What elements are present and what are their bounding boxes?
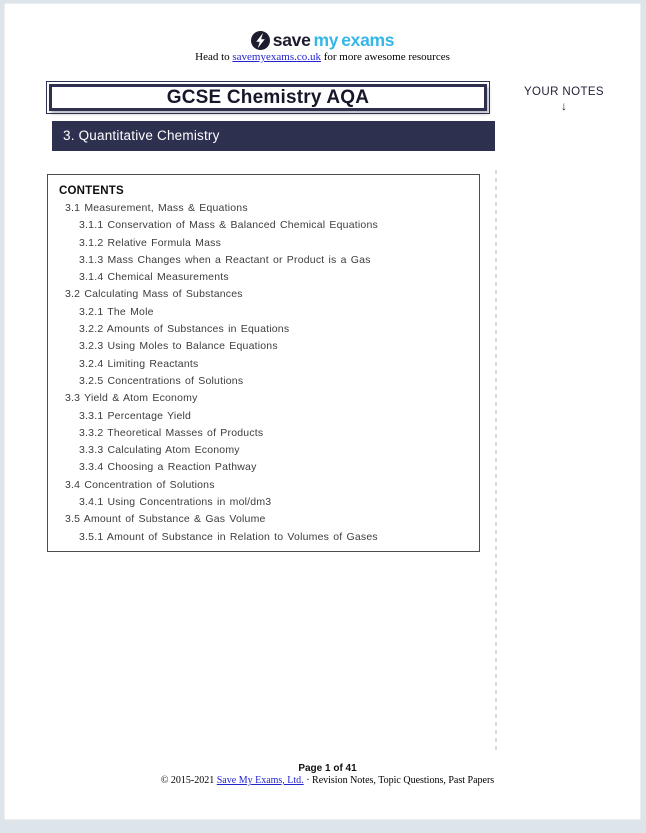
toc-item: 3.1.3 Mass Changes when a Reactant or Product is a Gas [79, 253, 371, 266]
toc-item: 3.2.2 Amounts of Substances in Equations [79, 323, 290, 336]
toc-item: 3.5.1 Amount of Substance in Relation to Volumes of Gases [79, 530, 378, 543]
savemyexams-url-link[interactable]: savemyexams.co.uk [232, 51, 321, 63]
toc-item: 3.4.1 Using Concentrations in mol/dm3 [79, 496, 272, 509]
logo-text-my: my [313, 30, 339, 50]
copyright-line [5, 775, 646, 786]
tagline-prefix: Head to [195, 51, 233, 63]
tagline-suffix: for more awesome resources [320, 51, 450, 63]
lightning-bolt-icon [251, 31, 270, 50]
toc-item: 3.3.3 Calculating Atom Economy [79, 444, 240, 457]
copyright-prefix: © 2015-2021 [160, 775, 217, 786]
toc-item: 3.2.1 The Mole [79, 305, 154, 318]
toc-item: 3.4 Concentration of Solutions [65, 478, 215, 491]
document-page [4, 3, 641, 820]
toc-item: 3.1.1 Conservation of Mass & Balanced Chemical Equations [79, 219, 378, 232]
contents-list [58, 200, 469, 546]
toc-item: 3.2.4 Limiting Reactants [79, 357, 199, 370]
toc-item: 3.1.4 Chemical Measurements [79, 271, 229, 284]
contents-heading: CONTENTS [59, 185, 124, 197]
section-banner: 3. Quantitative Chemistry [52, 121, 495, 151]
your-notes [504, 86, 624, 113]
toc-item: 3.1 Measurement, Mass & Equations [65, 202, 248, 214]
contents-box [47, 174, 480, 552]
toc-item: 3.3.1 Percentage Yield [79, 409, 192, 422]
notes-dashed-divider [495, 170, 497, 752]
toc-item: 3.2.3 Using Moles to Balance Equations [79, 340, 278, 353]
copyright-suffix: · Revision Notes, Topic Questions, Past Papers [303, 775, 495, 786]
page-header [5, 31, 640, 63]
toc-item: 3.2 Calculating Mass of Substances [65, 288, 243, 301]
your-notes-label: YOUR NOTES [523, 86, 605, 98]
copyright-company-link[interactable]: Save My Exams, Ltd. [216, 775, 304, 786]
logo-text-exams: exams [341, 30, 395, 50]
toc-item: 3.5 Amount of Substance & Gas Volume [65, 513, 266, 526]
toc-item: 3.1.2 Relative Formula Mass [79, 236, 222, 249]
down-arrow-icon: ↓ [561, 99, 567, 113]
course-title-box [49, 84, 487, 111]
course-title: GCSE Chemistry AQA [166, 86, 370, 108]
toc-item: 3.3.4 Choosing a Reaction Pathway [79, 461, 257, 474]
toc-item: 3.3 Yield & Atom Economy [65, 392, 198, 405]
savemyexams-logo [251, 31, 394, 50]
toc-item: 3.2.5 Concentrations of Solutions [79, 374, 244, 387]
page-footer [5, 763, 646, 786]
header-tagline [5, 51, 640, 63]
logo-text-save: save [272, 30, 311, 50]
toc-item: 3.3.2 Theoretical Masses of Products [79, 426, 264, 439]
page-number: Page 1 of 41 [298, 763, 357, 774]
